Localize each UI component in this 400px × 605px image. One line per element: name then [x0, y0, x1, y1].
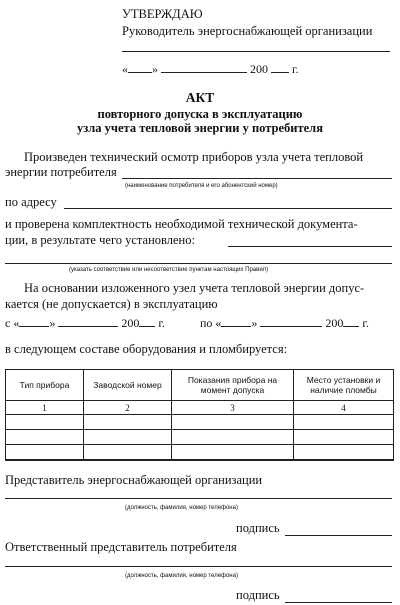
supplier-rep-label: Представитель энергоснабжающей организации	[5, 473, 263, 487]
supplier-signature-line	[285, 535, 392, 536]
header-device-type: Тип прибора	[6, 370, 84, 401]
act-subtitle-2: узла учета тепловой энергии у потребителя	[77, 121, 323, 135]
table-cell[interactable]	[84, 445, 172, 461]
approval-year-suffix: г.	[292, 62, 299, 76]
consumer-rep-label: Ответственный представитель потребителя	[5, 540, 237, 554]
period-to: по « » 200 г.	[200, 316, 369, 330]
date-close-quote: »	[152, 62, 158, 76]
table-cell[interactable]	[294, 445, 394, 461]
table-row	[6, 430, 394, 445]
table-cell[interactable]	[6, 415, 84, 430]
consumer-rep-line	[5, 566, 392, 567]
composition-text: в следующем составе оборудования и пломбируется:	[5, 342, 288, 356]
column-number: 4	[294, 401, 394, 415]
table-cell[interactable]	[294, 415, 394, 430]
header-serial-number: Заводской номер	[84, 370, 172, 401]
supplier-position-hint: (должность, фамилия, номер телефона)	[125, 505, 238, 511]
inspection-text-1: Произведен технический осмотр приборов узла учета тепловой	[24, 150, 364, 164]
documentation-text-1: и проверена комплектность необходимой технической документа-	[5, 217, 358, 231]
header-readings: Показания прибора на момент допуска	[172, 370, 294, 401]
column-number: 1	[6, 401, 84, 415]
act-subtitle-1: повторного допуска в эксплуатацию	[97, 107, 303, 121]
findings-line-1	[228, 246, 392, 247]
approval-title: УТВЕРЖДАЮ	[122, 7, 203, 21]
column-number: 3	[172, 401, 294, 415]
documentation-text-2: ции, в результате чего установлено:	[5, 233, 195, 247]
table-cell[interactable]	[84, 415, 172, 430]
date-open-quote: «	[122, 62, 128, 76]
consumer-name-line	[122, 178, 392, 179]
approval-name-line	[122, 51, 390, 52]
supplier-rep-line	[5, 498, 392, 499]
table-cell[interactable]	[84, 430, 172, 445]
act-title: АКТ	[185, 90, 215, 105]
consumer-signature-line	[285, 602, 392, 603]
decision-text-2: кается (не допускается) в эксплуатацию	[5, 297, 218, 311]
address-line	[64, 208, 392, 209]
approval-year: 200	[250, 62, 268, 76]
header-location: Место установки и наличие пломбы	[294, 370, 394, 401]
table-cell[interactable]	[172, 445, 294, 461]
compliance-hint: (указать соответствие или несоответствие пунктам настоящих Правил)	[69, 267, 269, 273]
findings-line-2	[5, 263, 392, 264]
supplier-signature-label: подпись	[236, 521, 280, 535]
period-from: с « » 200 г.	[5, 316, 165, 330]
consumer-signature-label: подпись	[236, 588, 280, 602]
approval-role: Руководитель энергоснабжающей организации	[122, 24, 373, 38]
table-row	[6, 445, 394, 461]
table-cell[interactable]	[6, 445, 84, 461]
table-cell[interactable]	[6, 430, 84, 445]
table-cell[interactable]	[294, 430, 394, 445]
consumer-position-hint: (должность, фамилия, номер телефона)	[125, 573, 238, 579]
inspection-text-2: энергии потребителя	[5, 165, 117, 179]
address-label: по адресу	[5, 195, 57, 209]
decision-text-1: На основании изложенного узел учета тепловой энергии допус-	[24, 281, 365, 295]
column-number: 2	[84, 401, 172, 415]
table-cell[interactable]	[172, 430, 294, 445]
table-header-row	[6, 370, 394, 401]
table-cell[interactable]	[172, 415, 294, 430]
table-number-row	[6, 401, 394, 415]
equipment-table	[5, 369, 394, 461]
consumer-hint: (наименование потребителя и его абонентский номер)	[125, 183, 278, 189]
approval-date	[122, 62, 299, 77]
table-row	[6, 415, 394, 430]
